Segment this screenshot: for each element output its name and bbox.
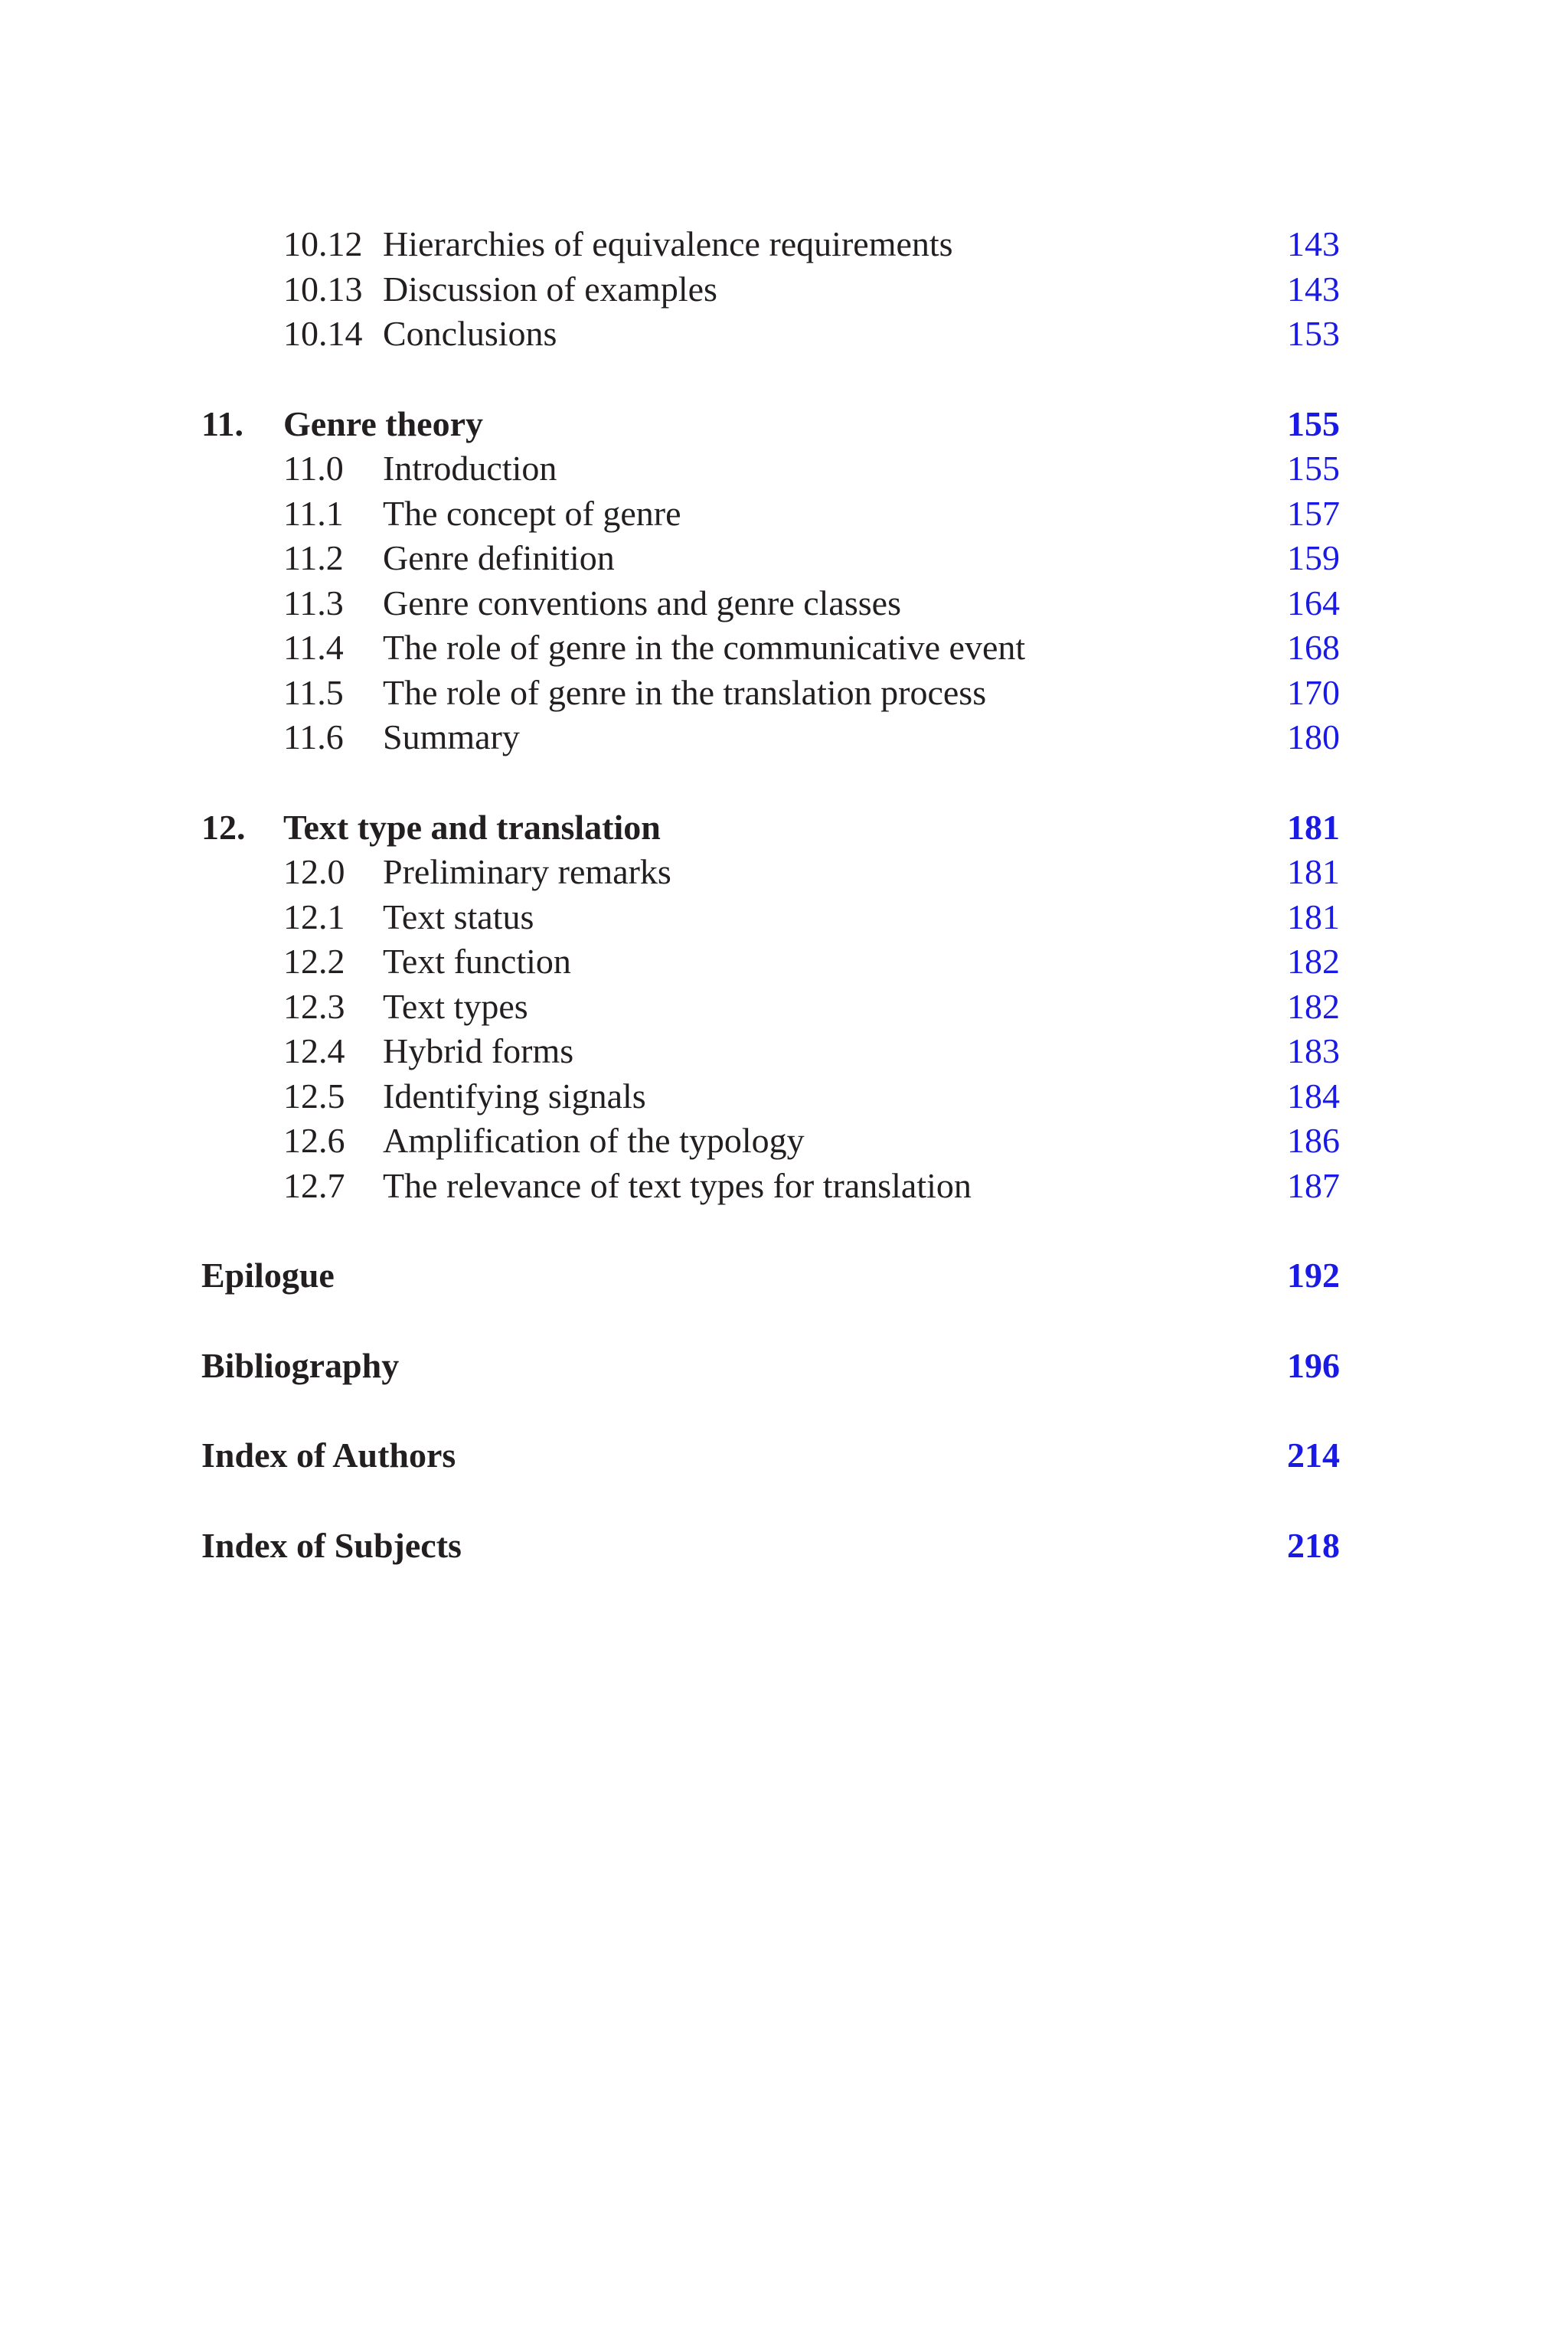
section-number: 10.12 bbox=[283, 224, 363, 263]
chapter-number: 12. bbox=[201, 807, 246, 847]
page-link[interactable]: 186 bbox=[1287, 1121, 1340, 1160]
toc-chapter-12 bbox=[201, 805, 1340, 851]
section-number: 11.0 bbox=[283, 449, 344, 488]
section-title: The relevance of text types for translation bbox=[383, 1165, 972, 1205]
section-number: 10.14 bbox=[283, 314, 363, 353]
section-number: 12.0 bbox=[283, 852, 345, 891]
page-link[interactable]: 181 bbox=[1287, 852, 1340, 891]
section-number: 11.1 bbox=[283, 493, 344, 533]
table-of-contents bbox=[201, 222, 1340, 1568]
toc-chapter-11 bbox=[201, 402, 1340, 447]
section-number: 11.6 bbox=[283, 717, 344, 756]
chapter-number: 11. bbox=[201, 403, 243, 443]
section-title: Text status bbox=[383, 897, 534, 936]
toc-entry-11-4 bbox=[201, 626, 1340, 671]
toc-entry-11-0 bbox=[201, 446, 1340, 492]
section-title: The concept of genre bbox=[383, 493, 681, 533]
toc-index-of-authors bbox=[201, 1433, 1340, 1478]
toc-entry-10-12 bbox=[201, 222, 1340, 267]
page-link[interactable]: 143 bbox=[1287, 224, 1340, 263]
page-link[interactable]: 196 bbox=[1287, 1345, 1340, 1385]
section-title: Discussion of examples bbox=[383, 269, 717, 309]
section-title: Introduction bbox=[383, 449, 557, 488]
section-title: Identifying signals bbox=[383, 1076, 646, 1116]
toc-entry-10-13 bbox=[201, 267, 1340, 312]
section-title: Preliminary remarks bbox=[383, 852, 671, 891]
toc-entry-12-7 bbox=[201, 1164, 1340, 1209]
section-title: Hierarchies of equivalence requirements bbox=[383, 224, 953, 263]
page-link[interactable]: 181 bbox=[1287, 897, 1340, 936]
page-link[interactable]: 192 bbox=[1287, 1256, 1340, 1295]
page-link[interactable]: 218 bbox=[1287, 1525, 1340, 1565]
toc-bibliography bbox=[201, 1344, 1340, 1389]
page-link[interactable]: 184 bbox=[1287, 1076, 1340, 1116]
section-number: 11.4 bbox=[283, 628, 344, 667]
section-title: Genre definition bbox=[383, 538, 615, 577]
section-number: 11.3 bbox=[283, 583, 344, 622]
toc-entry-12-0 bbox=[201, 850, 1340, 895]
section-title: Summary bbox=[383, 717, 520, 756]
section-number: 12.3 bbox=[283, 986, 345, 1026]
chapter-title: Genre theory bbox=[283, 403, 484, 443]
page-link[interactable]: 183 bbox=[1287, 1031, 1340, 1070]
page-link[interactable]: 155 bbox=[1287, 449, 1340, 488]
section-number: 12.2 bbox=[283, 942, 345, 981]
page-link[interactable]: 155 bbox=[1287, 403, 1340, 443]
section-title: Amplification of the typology bbox=[383, 1121, 805, 1160]
section-number: 12.7 bbox=[283, 1165, 345, 1205]
page-link[interactable]: 143 bbox=[1287, 269, 1340, 309]
toc-entry-11-2 bbox=[201, 536, 1340, 581]
toc-entry-11-1 bbox=[201, 492, 1340, 537]
toc-entry-12-6 bbox=[201, 1119, 1340, 1164]
section-number: 12.6 bbox=[283, 1121, 345, 1160]
page-link[interactable]: 170 bbox=[1287, 672, 1340, 712]
toc-entry-11-6 bbox=[201, 715, 1340, 760]
section-title: Genre conventions and genre classes bbox=[383, 583, 901, 622]
section-title: Text types bbox=[383, 986, 528, 1026]
toc-entry-12-5 bbox=[201, 1074, 1340, 1119]
section-title: Conclusions bbox=[383, 314, 557, 353]
toc-index-of-subjects bbox=[201, 1524, 1340, 1569]
section-title: The role of genre in the translation process bbox=[383, 672, 987, 712]
section-number: 12.5 bbox=[283, 1076, 345, 1116]
page-link[interactable]: 182 bbox=[1287, 942, 1340, 981]
entry-title: Bibliography bbox=[201, 1345, 400, 1385]
page-link[interactable]: 153 bbox=[1287, 314, 1340, 353]
page-link[interactable]: 187 bbox=[1287, 1165, 1340, 1205]
section-number: 12.4 bbox=[283, 1031, 345, 1070]
chapter-title: Text type and translation bbox=[283, 807, 661, 847]
toc-entry-11-5 bbox=[201, 671, 1340, 716]
toc-entry-12-1 bbox=[201, 895, 1340, 940]
section-title: Text function bbox=[383, 942, 571, 981]
toc-entry-12-3 bbox=[201, 985, 1340, 1030]
page-link[interactable]: 168 bbox=[1287, 628, 1340, 667]
page-link[interactable]: 164 bbox=[1287, 583, 1340, 622]
entry-title: Epilogue bbox=[201, 1256, 335, 1295]
section-title: The role of genre in the communicative event bbox=[383, 628, 1026, 667]
section-number: 11.2 bbox=[283, 538, 344, 577]
page-link[interactable]: 157 bbox=[1287, 493, 1340, 533]
section-number: 11.5 bbox=[283, 672, 344, 712]
entry-title: Index of Authors bbox=[201, 1436, 456, 1475]
page-link[interactable]: 182 bbox=[1287, 986, 1340, 1026]
section-number: 10.13 bbox=[283, 269, 363, 309]
section-title: Hybrid forms bbox=[383, 1031, 574, 1070]
toc-entry-10-14 bbox=[201, 312, 1340, 357]
page-link[interactable]: 159 bbox=[1287, 538, 1340, 577]
page-link[interactable]: 214 bbox=[1287, 1436, 1340, 1475]
toc-entry-11-3 bbox=[201, 581, 1340, 626]
toc-entry-12-4 bbox=[201, 1029, 1340, 1074]
page-link[interactable]: 181 bbox=[1287, 807, 1340, 847]
entry-title: Index of Subjects bbox=[201, 1525, 462, 1565]
page-link[interactable]: 180 bbox=[1287, 717, 1340, 756]
toc-epilogue bbox=[201, 1253, 1340, 1298]
toc-entry-12-2 bbox=[201, 939, 1340, 985]
section-number: 12.1 bbox=[283, 897, 345, 936]
